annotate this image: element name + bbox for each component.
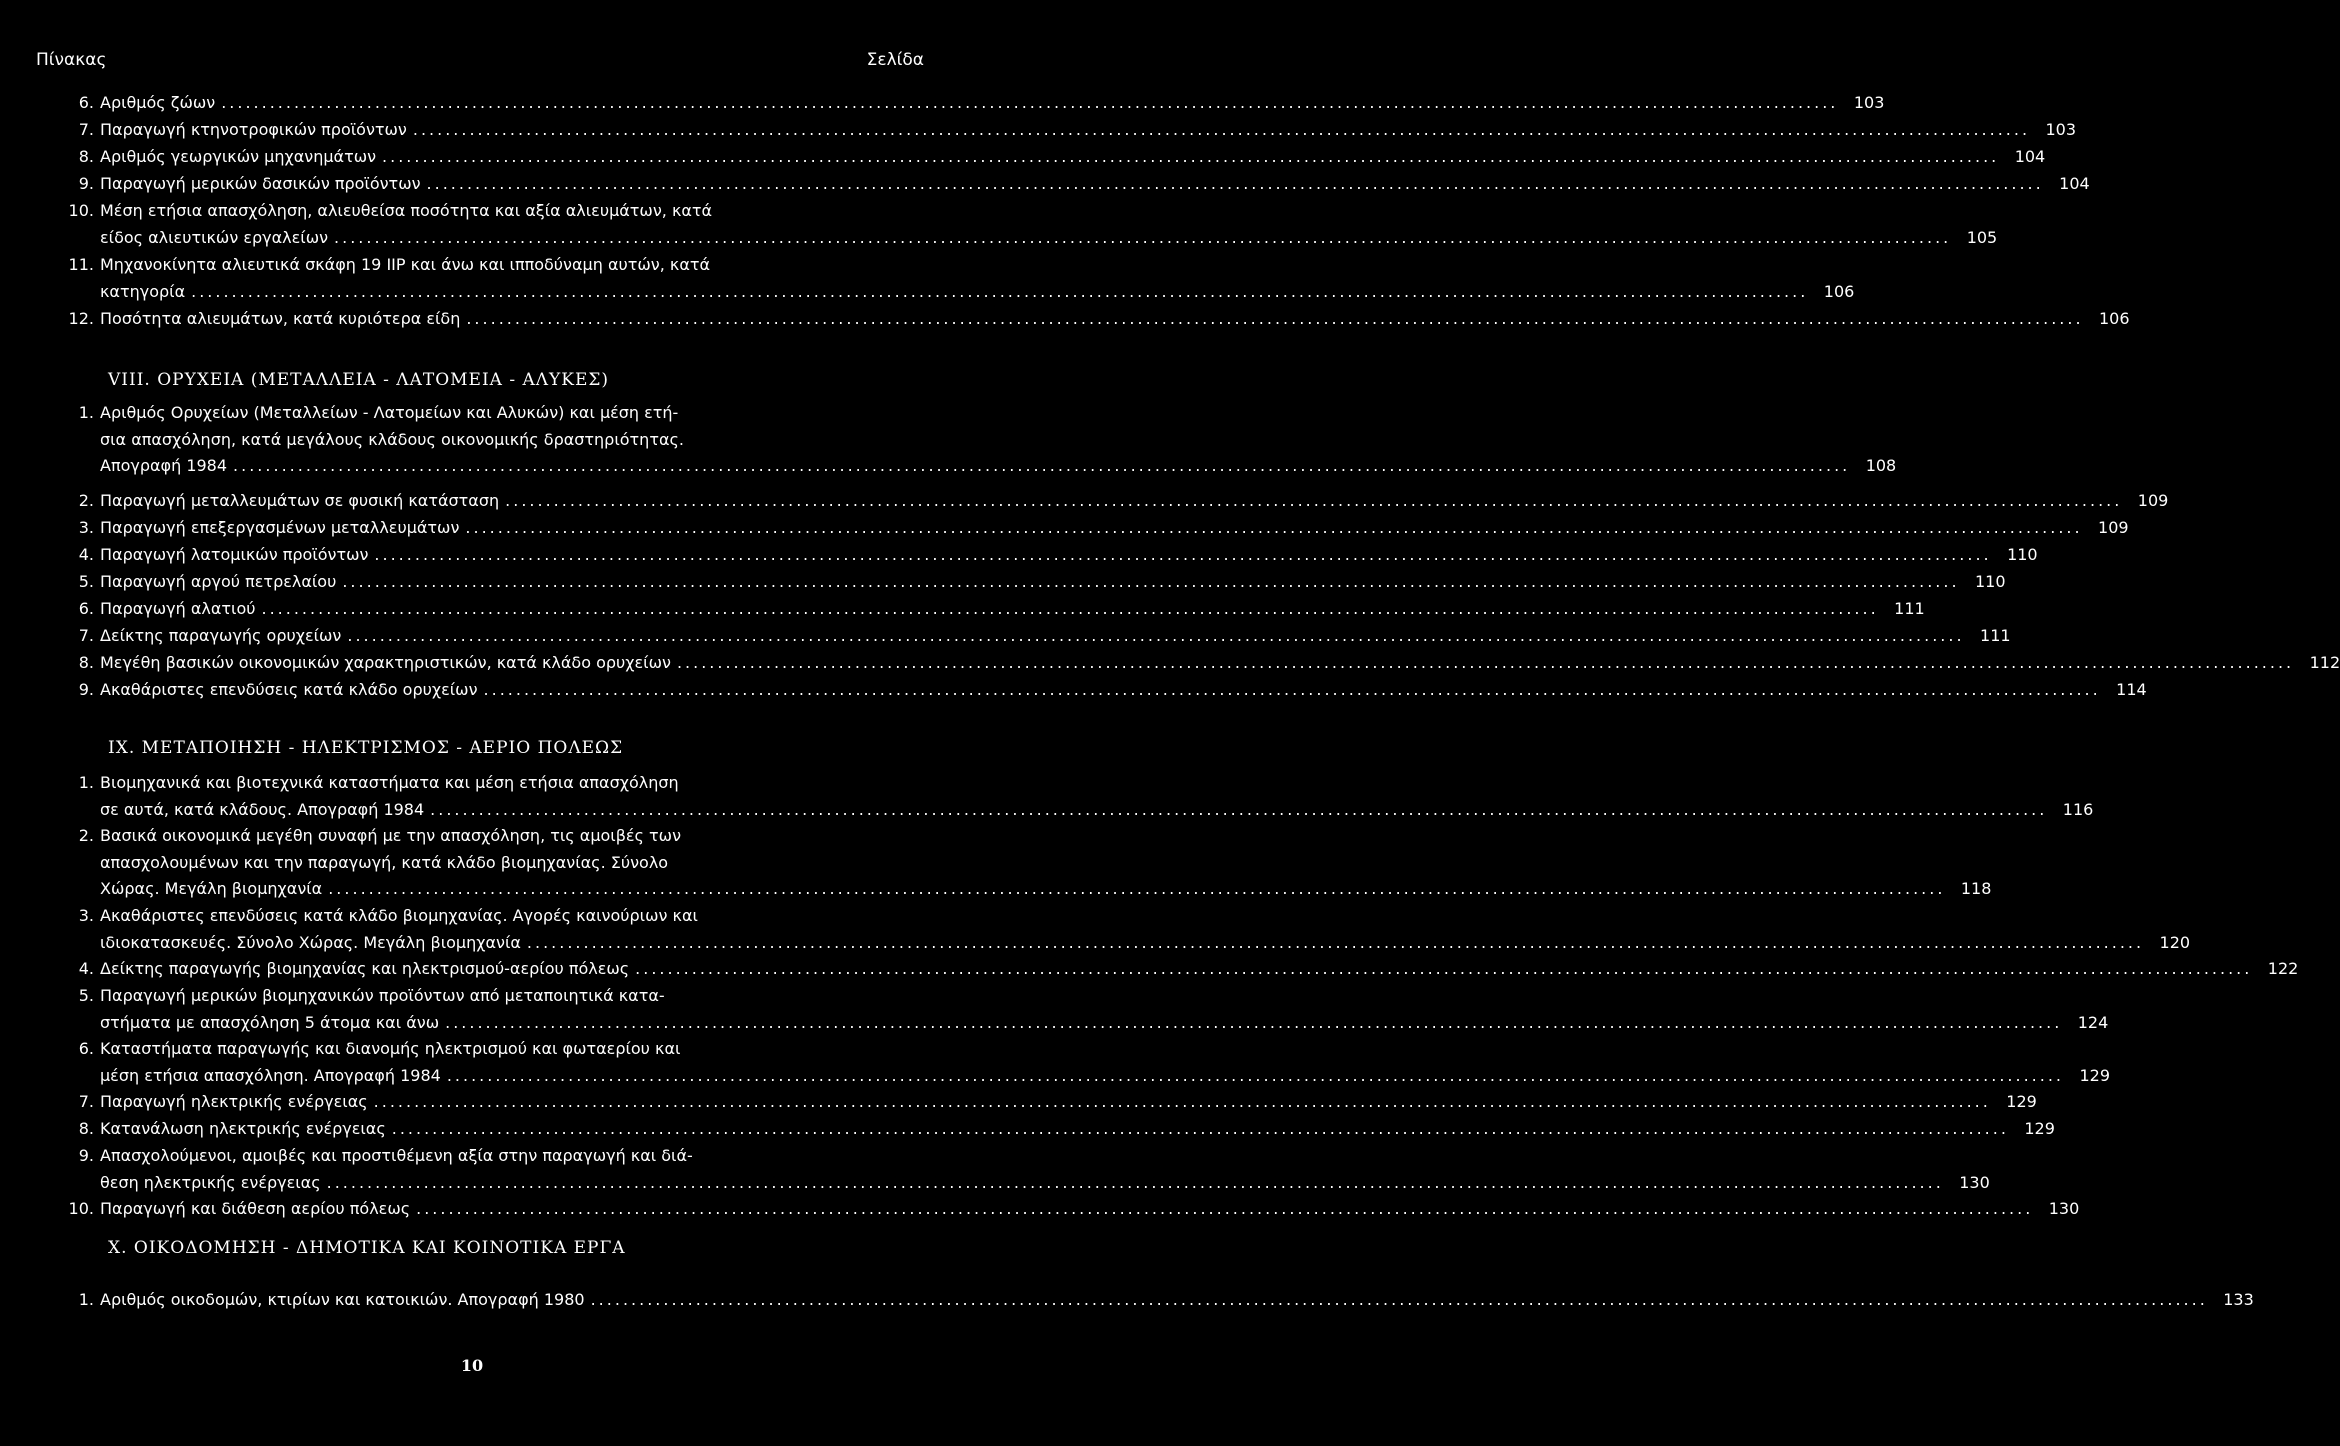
toc-entry-line — [36, 174, 2090, 202]
entry-title: σια απασχόληση, κατά μεγάλους κλάδους οικονομικής δραστηριότητας. — [100, 429, 684, 449]
entry-number: 3. — [78, 518, 94, 537]
toc-entry-line — [36, 1065, 2110, 1094]
toc-entry-line — [36, 281, 1855, 310]
toc-entry-line — [36, 599, 1925, 627]
section-title-x: Χ. ΟΙΚΟΔΟΜΗΣΗ - ΔΗΜΟΤΙΚΑ ΚΑΙ ΚΟΙΝΟΤΙΚΑ ΕΡΓΑ — [108, 1238, 626, 1258]
entry-title: ιδιοκατασκευές. Σύνολο Χώρας. Μεγάλη βιομηχανία — [100, 932, 521, 952]
dot-leader: ........................................................................................................................................................................................................ — [505, 491, 2123, 510]
table-column-header: Πίνακας — [36, 50, 107, 70]
entry-title: Δείκτης παραγωγής ορυχείων — [100, 626, 342, 645]
entry-title: Αριθμός Ορυχείων (Μεταλλείων - Λατομείων και Αλυκών) και μέση ετή- — [100, 403, 679, 422]
entry-title: απασχολουμένων και την παραγωγή, κατά κλάδο βιομηχανίας. Σύνολο — [100, 852, 669, 872]
dot-leader: ........................................................................................................................................................................................................ — [328, 879, 1946, 898]
dot-leader: ........................................................................................................................................................................................................ — [374, 545, 1992, 564]
page-ref: 105 — [1966, 227, 1998, 247]
toc-entry-line — [36, 491, 2169, 519]
toc-entry-line — [36, 1148, 889, 1174]
page-ref: 129 — [2024, 1119, 2055, 1138]
toc-entry-line — [36, 203, 889, 229]
toc-entry-line — [36, 680, 2147, 708]
page-ref: 108 — [1865, 456, 1897, 475]
entry-number: 7. — [78, 120, 94, 139]
page-ref: 103 — [2045, 120, 2077, 139]
toc-entry-line — [36, 775, 889, 801]
entry-title: Παραγωγή μερικών δασικών προϊόντων — [100, 174, 421, 193]
toc-entry-line — [36, 879, 1992, 907]
entry-number: 6. — [78, 1039, 94, 1058]
dot-leader: ........................................................................................................................................................................................................ — [342, 572, 1960, 591]
page-ref: 120 — [2159, 932, 2191, 952]
dot-leader: ........................................................................................................................................................................................................ — [676, 653, 2295, 672]
entry-number: 1. — [78, 1290, 94, 1309]
entry-number: 8. — [78, 653, 94, 672]
page-number: 10 — [460, 1356, 484, 1375]
page-ref: 129 — [2079, 1065, 2110, 1085]
page-ref: 111 — [1894, 599, 1925, 618]
page-ref: 129 — [2006, 1092, 2037, 1111]
dot-leader: ........................................................................................................................................................................................................ — [412, 120, 2031, 139]
page-ref: 106 — [1823, 281, 1855, 301]
entry-title: Παραγωγή μερικών βιομηχανικών προϊόντων από μεταποιητικά κατα- — [100, 986, 665, 1005]
entry-number: 9. — [78, 174, 94, 193]
toc-entry-line — [36, 93, 1885, 121]
section-title-viii: VIII. ΟΡΥΧΕΙΑ (ΜΕΤΑΛΛΕΙΑ - ΛΑΤΟΜΕΙΑ - ΑΛΥΚΕΣ) — [108, 370, 610, 390]
dot-leader: ........................................................................................................................................................................................................ — [221, 93, 1839, 112]
entry-number: 1. — [78, 773, 94, 792]
toc-entry-line — [36, 1119, 2055, 1147]
entry-title: Ακαθάριστες επενδύσεις κατά κλάδο ορυχείων — [100, 680, 478, 699]
page-ref: 109 — [2098, 518, 2129, 537]
entry-title: μέση ετήσια απασχόληση. Απογραφή 1984 — [100, 1065, 441, 1085]
section-title-ix: ΙΧ. ΜΕΤΑΠΟΙΗΣΗ - ΗΛΕΚΤΡΙΣΜΟΣ - ΑΕΡΙΟ ΠΟΛΕΩΣ — [108, 738, 624, 758]
toc-entry-line — [36, 626, 2011, 654]
entry-title: Απασχολούμενοι, αμοιβές και προστιθέμενη αξία στην παραγωγή και διά- — [100, 1146, 693, 1165]
toc-entry-line — [36, 852, 889, 881]
toc-entry-line — [36, 227, 1998, 256]
toc-entry-line — [36, 518, 2129, 546]
dot-leader: ........................................................................................................................................................................................................ — [347, 626, 1965, 645]
page-ref: 130 — [1959, 1172, 1990, 1192]
entry-title: Απογραφή 1984 — [100, 456, 228, 475]
dot-leader: ........................................................................................................................................................................................................ — [326, 1172, 1944, 1192]
toc-entry-line — [36, 1092, 2037, 1120]
page-ref: 112 — [2309, 653, 2340, 672]
page-ref: 114 — [2116, 680, 2147, 699]
dot-leader: ........................................................................................................................................................................................................ — [426, 174, 2044, 193]
dot-leader: ........................................................................................................................................................................................................ — [191, 281, 1809, 301]
dot-leader: ........................................................................................................................................................................................................ — [373, 1092, 1991, 1111]
dot-leader: ........................................................................................................................................................................................................ — [430, 799, 2048, 819]
dot-leader: ........................................................................................................................................................................................................ — [445, 1012, 2063, 1032]
entry-number: 11. — [68, 255, 94, 274]
entry-title: Μηχανοκίνητα αλιευτικά σκάφη 19 ΙΙΡ και άνω και ιπποδύναμη αυτών, κατά — [100, 255, 711, 274]
toc-entry-line — [36, 988, 889, 1014]
dot-leader: ........................................................................................................................................................................................................ — [526, 932, 2145, 952]
toc-entry-line — [36, 828, 889, 854]
entry-number: 7. — [78, 626, 94, 645]
dot-leader: ........................................................................................................................................................................................................ — [590, 1290, 2208, 1309]
toc-entry-line — [36, 1012, 2109, 1041]
page-ref: 133 — [2223, 1290, 2254, 1309]
page-ref: 109 — [2137, 491, 2169, 510]
entry-number: 12. — [68, 309, 94, 328]
toc-entry-line — [36, 429, 889, 458]
entry-number: 2. — [78, 491, 94, 510]
toc-entry-line — [36, 257, 889, 283]
entry-number: 9. — [78, 680, 94, 699]
page-ref: 122 — [2267, 959, 2299, 978]
toc-entry-line — [36, 1172, 1990, 1201]
entry-number: 3. — [78, 906, 94, 925]
dot-leader: ........................................................................................................................................................................................................ — [416, 1199, 2034, 1218]
page-ref: 110 — [1974, 572, 2006, 591]
toc-entry-line — [36, 572, 2006, 600]
entry-number: 4. — [78, 545, 94, 564]
entry-title: Παραγωγή επεξεργασμένων μεταλλευμάτων — [100, 518, 460, 537]
entry-number: 10. — [68, 201, 94, 220]
toc-entry-line — [36, 545, 2038, 573]
toc-entry-line — [36, 1290, 2254, 1318]
entry-title: Καταστήματα παραγωγής και διανομής ηλεκτρισμού και φωταερίου και — [100, 1039, 681, 1058]
entry-title: Βιομηχανικά και βιοτεχνικά καταστήματα και μέση ετήσια απασχόληση — [100, 773, 679, 792]
page-ref: 104 — [2059, 174, 2090, 193]
entry-title: Κατανάλωση ηλεκτρικής ενέργειας — [100, 1119, 386, 1138]
entry-title: Παραγωγή αργού πετρελαίου — [100, 572, 337, 591]
page-ref: 104 — [2014, 147, 2046, 166]
dot-leader: ........................................................................................................................................................................................................ — [334, 227, 1952, 247]
page-ref: 103 — [1853, 93, 1885, 112]
toc-entry-line — [36, 1041, 889, 1067]
toc-entry-line — [36, 405, 889, 431]
entry-title: θεση ηλεκτρικής ενέργειας — [100, 1172, 321, 1192]
dot-leader: ........................................................................................................................................................................................................ — [465, 518, 2083, 537]
entry-title: Βασικά οικονομικά μεγέθη συναφή με την απασχόληση, τις αμοιβές των — [100, 826, 681, 845]
page-ref: 106 — [2098, 309, 2130, 328]
entry-number: 5. — [78, 572, 94, 591]
dot-leader: ........................................................................................................................................................................................................ — [382, 147, 2000, 166]
entry-number: 10. — [68, 1199, 94, 1218]
entry-number: 2. — [78, 826, 94, 845]
toc-entry-line — [36, 309, 2130, 337]
entry-title: Παραγωγή κτηνοτροφικών προϊόντων — [100, 120, 407, 139]
entry-title: Μεγέθη βασικών οικονομικών χαρακτηριστικών, κατά κλάδο ορυχείων — [100, 653, 671, 672]
toc-entry-line — [36, 1199, 2080, 1227]
dot-leader: ........................................................................................................................................................................................................ — [261, 599, 1879, 618]
dot-leader: ........................................................................................................................................................................................................ — [391, 1119, 2009, 1138]
toc-entry-line — [36, 147, 2046, 175]
toc-entry-line — [36, 959, 2299, 987]
entry-title: Παραγωγή αλατιού — [100, 599, 256, 618]
entry-title: Χώρας. Μεγάλη βιομηχανία — [100, 879, 323, 898]
entry-title: στήματα με απασχόληση 5 άτομα και άνω — [100, 1012, 440, 1032]
page-ref: 116 — [2062, 799, 2094, 819]
entry-title: Μέση ετήσια απασχόληση, αλιευθείσα ποσότητα και αξία αλιευμάτων, κατά — [100, 201, 713, 220]
entry-number: 9. — [78, 1146, 94, 1165]
page-ref: 124 — [2077, 1012, 2109, 1032]
entry-title: Παραγωγή μεταλλευμάτων σε φυσική κατάσταση — [100, 491, 500, 510]
entry-number: 5. — [78, 986, 94, 1005]
entry-title: Ποσότητα αλιευμάτων, κατά κυριότερα είδη — [100, 309, 461, 328]
toc-entry-line — [36, 456, 1897, 484]
entry-title: σε αυτά, κατά κλάδους. Απογραφή 1984 — [100, 799, 425, 819]
entry-title: Δείκτης παραγωγής βιομηχανίας και ηλεκτρισμού-αερίου πόλεως — [100, 959, 630, 978]
toc-entry-line — [36, 653, 2340, 681]
page-column-header: Σελίδα — [866, 50, 924, 70]
entry-number: 8. — [78, 147, 94, 166]
entry-title: Αριθμός οικοδομών, κτιρίων και κατοικιών. Απογραφή 1980 — [100, 1290, 585, 1309]
entry-number: 6. — [78, 599, 94, 618]
page-ref: 118 — [1960, 879, 1992, 898]
entry-number: 6. — [78, 93, 94, 112]
toc-entry-line — [36, 932, 2191, 961]
dot-leader: ........................................................................................................................................................................................................ — [446, 1065, 2064, 1085]
toc-entry-line — [36, 908, 889, 934]
entry-title: Ακαθάριστες επενδύσεις κατά κλάδο βιομηχανίας. Αγορές καινούριων και — [100, 906, 698, 925]
entry-title: Αριθμός ζώων — [100, 93, 216, 112]
dot-leader: ........................................................................................................................................................................................................ — [233, 456, 1851, 475]
entry-number: 7. — [78, 1092, 94, 1111]
toc-entry-line — [36, 120, 2077, 148]
entry-title: Παραγωγή ηλεκτρικής ενέργειας — [100, 1092, 368, 1111]
entry-number: 8. — [78, 1119, 94, 1138]
entry-title: Αριθμός γεωργικών μηχανημάτων — [100, 147, 377, 166]
entry-title: είδος αλιευτικών εργαλείων — [100, 227, 329, 247]
dot-leader: ........................................................................................................................................................................................................ — [466, 309, 2084, 328]
page-ref: 111 — [1980, 626, 2011, 645]
entry-title: Παραγωγή λατομικών προϊόντων — [100, 545, 369, 564]
entry-title: κατηγορία — [100, 281, 186, 301]
page-ref: 110 — [2007, 545, 2038, 564]
toc-entry-line — [36, 799, 2094, 828]
entry-number: 1. — [78, 403, 94, 422]
page-ref: 130 — [2048, 1199, 2080, 1218]
dot-leader: ........................................................................................................................................................................................................ — [635, 959, 2253, 978]
dot-leader: ........................................................................................................................................................................................................ — [483, 680, 2101, 699]
entry-title: Παραγωγή και διάθεση αερίου πόλεως — [100, 1199, 411, 1218]
entry-number: 4. — [78, 959, 94, 978]
